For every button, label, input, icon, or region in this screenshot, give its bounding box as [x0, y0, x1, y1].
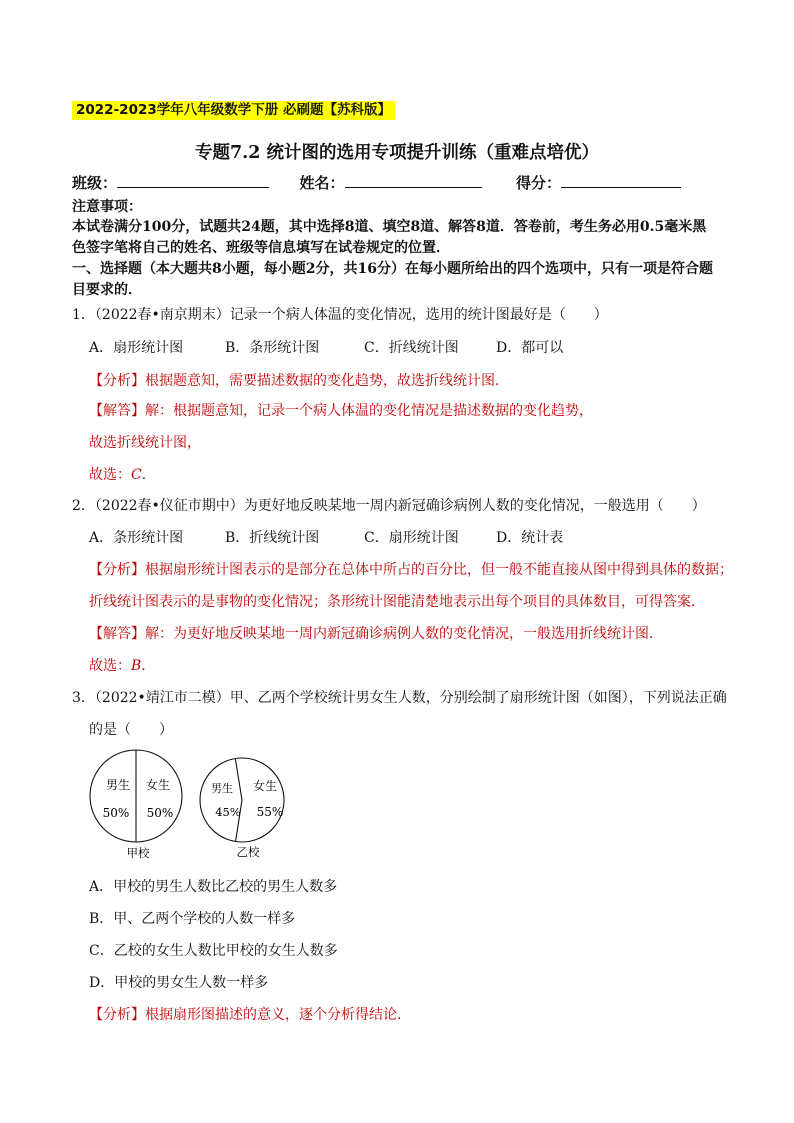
- q2-analysis-text: 根据扇形统计图表示的是部分在总体中所占的百分比，但一般不能直接从图中得到具体的数据；: [145, 562, 733, 578]
- q1-choice-suffix: ．: [141, 467, 156, 483]
- question-3-stem-2: 的是（ ）: [89, 722, 173, 738]
- pie-yi-female-label: 女生: [252, 779, 278, 793]
- q3-option-b: B．甲、乙两个学校的人数一样多: [89, 911, 296, 927]
- pie-jia-female-pct: 50%: [146, 806, 174, 820]
- pie-charts-figure: [80, 748, 300, 866]
- pie-jia-male-pct: 50%: [102, 806, 130, 820]
- q1-choice: [89, 464, 156, 484]
- q3-option-d: D．甲校的男女生人数一样多: [89, 975, 269, 991]
- q1-option-b: B．条形统计图: [225, 340, 320, 356]
- q3-analysis-text: 根据扇形图描述的意义，逐个分析得结论．: [145, 1007, 411, 1023]
- pie-chart-jia: [90, 750, 182, 860]
- q2-answer-text: 解：为更好地反映某地一周内新冠确诊病例人数的变化情况，一般选用折线统计图．: [145, 626, 663, 642]
- q1-answer-tag: 【解答】: [89, 403, 145, 419]
- q1-choice-letter: C: [131, 467, 142, 483]
- name-blank: [345, 173, 482, 188]
- info-line: [72, 172, 681, 193]
- class-label: 班级：: [72, 174, 118, 192]
- question-1-stem: 1．（2022春•南京期末）记录一个病人体温的变化情况，选用的统计图最好是（ ）: [72, 307, 608, 323]
- q2-choice-letter: B: [131, 658, 142, 674]
- pie-jia-female-label: 女生: [145, 778, 171, 792]
- class-blank: [117, 173, 269, 188]
- q2-analysis-2: 折线统计图表示的是事物的变化情况；条形统计图能清楚地表示出每个项目的具体数目，可得答案．: [89, 594, 705, 610]
- q2-option-b: B．折线统计图: [225, 530, 320, 546]
- q2-choice-suffix: ．: [141, 658, 156, 674]
- question-3-stem: 3．（2022•靖江市二模）甲、乙两个学校统计男女生人数，分别绘制了扇形统计图（如图），下列说法正确: [72, 690, 727, 706]
- q1-answer-text: 解：根据题意知，记录一个病人体温的变化情况是描述数据的变化趋势，: [145, 403, 593, 419]
- q2-option-d: D．统计表: [496, 530, 564, 546]
- q2-choice: [89, 655, 155, 675]
- q2-option-c: C．扇形统计图: [364, 530, 459, 546]
- q1-choice-prefix: 故选：: [89, 467, 131, 483]
- q3-option-a: A．甲校的男生人数比乙校的男生人数多: [89, 879, 338, 895]
- q2-choice-prefix: 故选：: [89, 658, 131, 674]
- section-heading-1: 一、选择题（本大题共8小题，每小题2分，共16分）在每小题所给出的四个选项中，只有一项是符合题: [72, 261, 713, 277]
- q1-answer-2: 故选折线统计图，: [89, 435, 201, 451]
- section-heading-2: 目要求的．: [72, 282, 142, 298]
- pie-chart-yi: [200, 758, 284, 859]
- q1-option-d: D．都可以: [496, 340, 564, 356]
- q1-option-c: C．折线统计图: [364, 340, 459, 356]
- pie-yi-male-pct: 45%: [215, 805, 241, 819]
- q1-option-a: A．扇形统计图: [89, 340, 184, 356]
- q2-answer: [89, 623, 663, 643]
- q2-answer-tag: 【解答】: [89, 626, 145, 642]
- score-blank: [561, 173, 681, 188]
- q1-answer: [89, 400, 593, 420]
- q1-analysis-tag: 【分析】: [89, 373, 145, 389]
- pie-yi-caption: 乙校: [236, 845, 260, 859]
- question-2-options: [89, 527, 563, 547]
- q1-analysis-text: 根据题意知，需要描述数据的变化趋势，故选折线统计图．: [145, 373, 509, 389]
- q3-analysis: [89, 1004, 411, 1024]
- score-label: 得分：: [515, 174, 561, 192]
- name-label: 姓名：: [299, 174, 345, 192]
- pie-yi-divider: [235, 759, 242, 800]
- notes-line-1: 本试卷满分100分，试题共24题，其中选择8道、填空8道、解答8道．答卷前，考生务必用0.5毫米黑: [72, 219, 707, 235]
- pie-jia-caption: 甲校: [126, 846, 150, 860]
- question-2-stem: 2．（2022春•仪征市期中）为更好地反映某地一周内新冠确诊病例人数的变化情况，一般选用（ ）: [72, 498, 706, 514]
- q2-analysis-tag: 【分析】: [89, 562, 145, 578]
- notes-line-2: 色签字笔将自己的姓名、班级等信息填写在试卷规定的位置．: [72, 240, 450, 256]
- q3-option-c: C．乙校的女生人数比甲校的女生人数多: [89, 943, 338, 959]
- question-1-options: [89, 337, 563, 357]
- page-title: 专题7.2 统计图的选用专项提升训练（重难点培优）: [194, 143, 600, 163]
- q2-analysis: [89, 559, 733, 579]
- pie-jia-male-label: 男生: [105, 778, 131, 792]
- course-banner: 2022-2023学年八年级数学下册 必刷题【苏科版】: [72, 101, 395, 120]
- q3-analysis-tag: 【分析】: [89, 1007, 145, 1023]
- notes-heading: 注意事项：: [72, 199, 142, 215]
- pie-yi-male-label: 男生: [211, 782, 233, 795]
- pie-yi-female-pct: 55%: [256, 805, 284, 819]
- q1-analysis: [89, 370, 509, 390]
- q2-option-a: A．条形统计图: [89, 530, 184, 546]
